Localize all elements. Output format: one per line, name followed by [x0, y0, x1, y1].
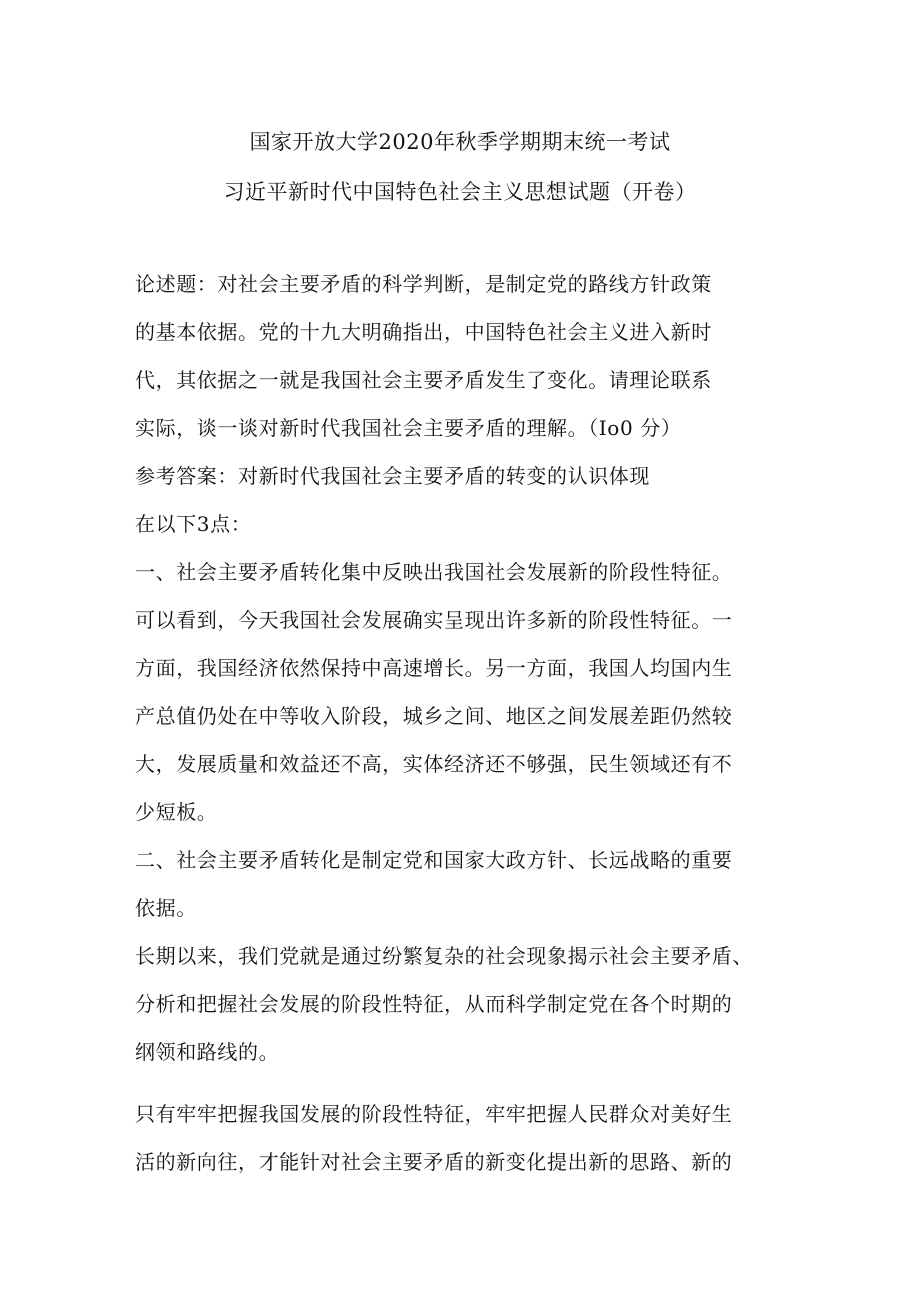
- paragraph-line: 产总值仍处在中等收入阶段，城乡之间、地区之间发展差距仍然较: [135, 704, 733, 728]
- question-line-4: 实际，谈一谈对新时代我国社会主要矛盾的理解。（Io0 分）: [135, 416, 682, 440]
- question-line-3: 代，其依据之一就是我国社会主要矛盾发生了变化。请理论联系: [135, 368, 712, 392]
- paragraph-line: 大，发展质量和效益还不高，实体经济还不够强，民生领域还有不: [135, 752, 733, 776]
- point-two-heading-cont: 依据。: [135, 896, 197, 920]
- question-line-2: 的基本依据。党的十九大明确指出，中国特色社会主义进入新时: [135, 320, 712, 344]
- paragraph-line: 活的新向往，才能针对社会主要矛盾的新变化提出新的思路、新的: [135, 1150, 733, 1174]
- point-one-heading: 一、社会主要矛盾转化集中反映出我国社会发展新的阶段性特征。: [135, 560, 733, 584]
- answer-intro-line-2: 在以下3点：: [135, 512, 252, 536]
- paragraph-line: 只有牢牢把握我国发展的阶段性特征，牢牢把握人民群众对美好生: [135, 1102, 733, 1126]
- point-two-heading: 二、社会主要矛盾转化是制定党和国家大政方针、长远战略的重要: [135, 848, 733, 872]
- paragraph-line: 少短板。: [135, 800, 218, 824]
- answer-intro-line-1: 参考答案：对新时代我国社会主要矛盾的转变的认识体现: [135, 464, 650, 488]
- paragraph-line: 分析和把握社会发展的阶段性特征，从而科学制定党在各个时期的: [135, 992, 733, 1016]
- paragraph-line: 纲领和路线的。: [135, 1040, 280, 1064]
- paragraph-line: 长期以来，我们党就是通过纷繁复杂的社会现象揭示社会主要矛盾、: [135, 944, 753, 968]
- exam-title: 国家开放大学2020年秋季学期期末统一考试: [249, 130, 671, 154]
- paragraph-line: 可以看到，今天我国社会发展确实呈现出许多新的阶段性特征。一: [135, 608, 733, 632]
- exam-subtitle: 习近平新时代中国特色社会主义思想试题（开卷）: [223, 180, 697, 204]
- question-line-1: 论述题：对社会主要矛盾的科学判断，是制定党的路线方针政策: [135, 272, 712, 296]
- paragraph-line: 方面，我国经济依然保持中高速增长。另一方面，我国人均国内生: [135, 656, 733, 680]
